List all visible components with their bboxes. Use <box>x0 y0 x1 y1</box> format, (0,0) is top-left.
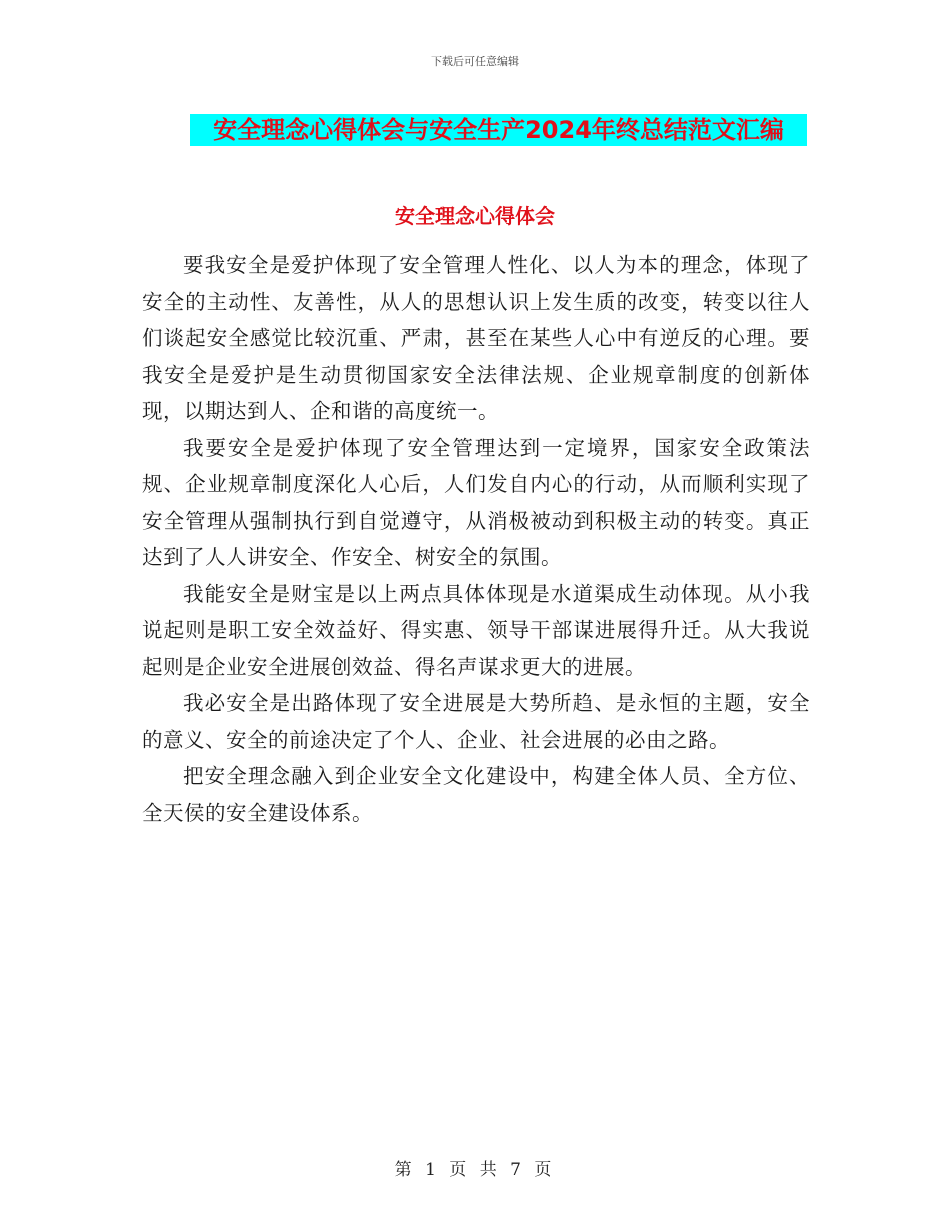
paragraph: 我要安全是爱护体现了安全管理达到一定境界，国家安全政策法规、企业规章制度深化人心后，人们发自内心的行动，从而顺利实现了安全管理从强制执行到自觉遵守，从消极被动到积极主动的转变。真正达到了人人讲安全、作安全、树安全的氛围。 <box>142 435 810 569</box>
header-note: 下载后可任意编辑 <box>431 55 519 68</box>
body-text <box>142 247 810 831</box>
paragraph: 把安全理念融入到企业安全文化建设中，构建全体人员、全方位、全天侯的安全建设体系。 <box>142 764 810 825</box>
page-number-footer: 第 1 页 共 7 页 <box>394 1160 556 1180</box>
document-title: 安全理念心得体会与安全生产2024年终总结范文汇编 <box>190 114 807 146</box>
paragraph: 我必安全是出路体现了安全进展是大势所趋、是永恒的主题，安全的意义、安全的前途决定了个人、企业、社会进展的必由之路。 <box>142 691 810 752</box>
paragraph: 我能安全是财宝是以上两点具体体现是水道渠成生动体现。从小我说起则是职工安全效益好、得实惠、领导干部谋进展得升迁。从大我说起则是企业安全进展创效益、得名声谋求更大的进展。 <box>142 581 810 679</box>
section-title: 安全理念心得体会 <box>395 204 555 228</box>
paragraph: 要我安全是爱护体现了安全管理人性化、以人为本的理念，体现了安全的主动性、友善性，从人的思想认识上发生质的改变，转变以往人们谈起安全感觉比较沉重、严肃，甚至在某些人心中有逆反的心理。要我安全是爱护是生动贯彻国家安全法律法规、企业规章制度的创新体现，以期达到人、企和谐的高度统一。 <box>142 253 810 423</box>
